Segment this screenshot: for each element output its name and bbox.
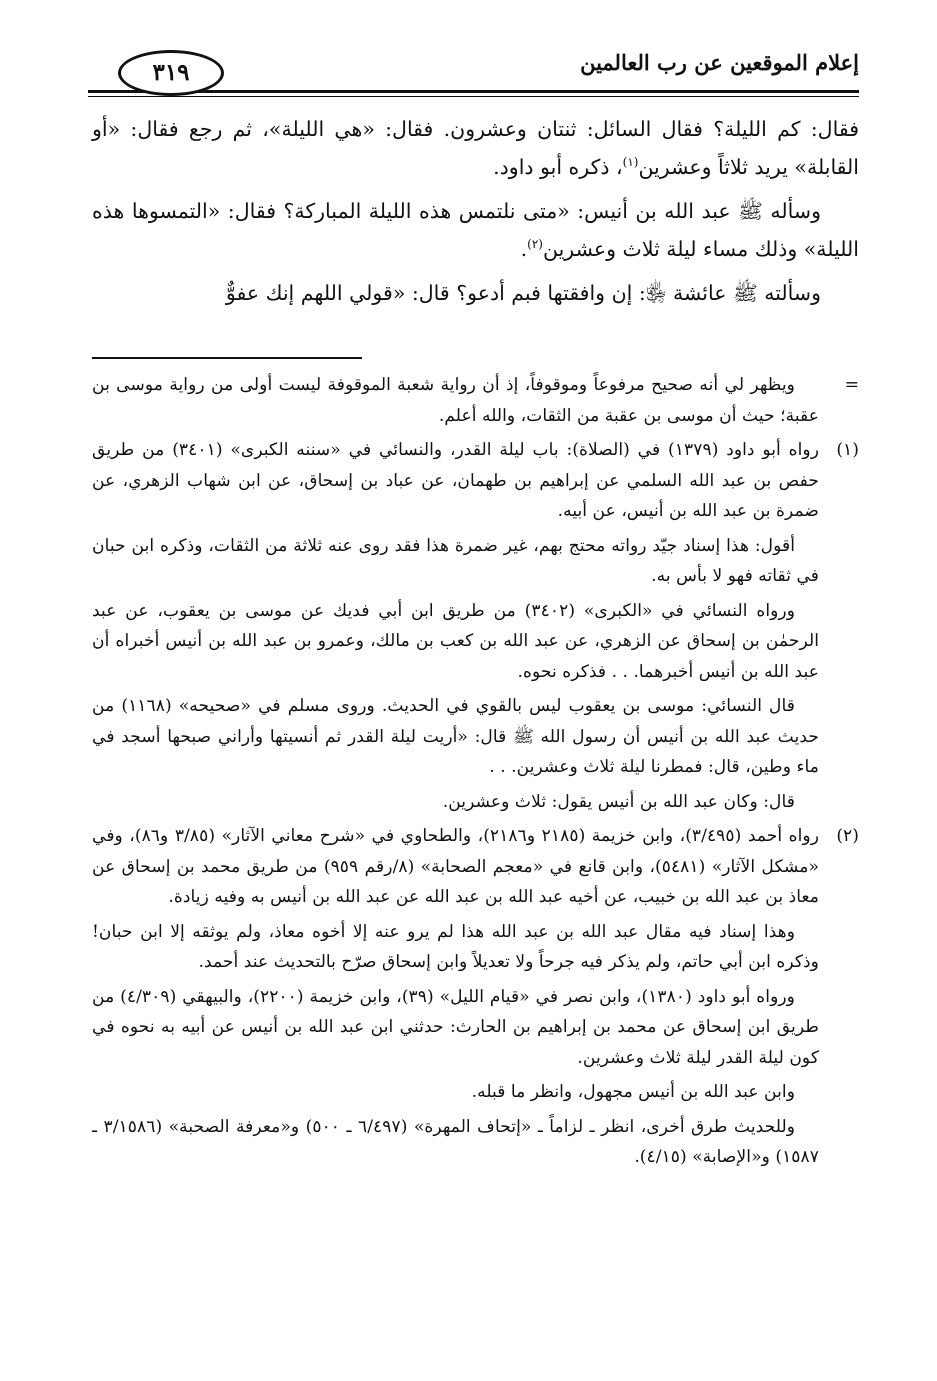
page-number: ٣١٩ [118,50,224,96]
footnote-paragraph: وللحديث طرق أخرى، انظر ـ لزاماً ـ «إتحاف المهرة» (٦/٤٩٧ ـ ٥٠٠) و«معرفة الصحبة» (٣/١٥٨٦ ـ ١٥٨٧) و«الإصابة» (٤/١٥). [92,1116,819,1167]
footnote-ref-2[interactable]: (٢) [527,237,543,252]
footnote-paragraph: وابن عبد الله بن أنيس مجهول، وانظر ما قبله. [471,1082,795,1102]
book-title: إعلام الموقعين عن رب العالمين [580,50,859,75]
footnote-paragraph: قال النسائي: موسى بن يعقوب ليس بالقوي في الحديث. وروى مسلم في «صحيحه» (١١٦٨) من حديث عبد الله بن أنيس أن رسول الله ﷺ قال: «أريت ليلة القدر ثم أنسيتها وأراني صبحها أسجد في ماء وطين، قال: فمطرنا ليلة ثلاث وعشرين. . . [92,696,819,777]
footnote-paragraph: وهذا إسناد فيه مقال عبد الله بن عبد الله هذا لم يرو عنه إلا أخوه معاذ، ولم يوثقه إلا ابن حبان! وذكره ابن أبي حاتم، ولم يذكر فيه جرحاً ولا تعديلاً وابن إسحاق صرّح بالتحديث عند أحمد. [92,921,819,972]
main-paragraph-3: وسألته ﷺ عائشة ﵂: إن وافقتها فبم أدعو؟ قال: «قولي اللهم إنك عفوٌّ [225,281,821,305]
footnote-2-marker: (٢) [836,826,859,846]
continuation-marker: = [844,375,859,395]
footnote-continuation [92,370,859,431]
footnote-1 [92,435,859,817]
footnote-paragraph: ورواه النسائي في «الكبرى» (٣٤٠٢) من طريق ابن أبي فديك عن موسى بن يعقوب، عن عبد الرحمٰن بن إسحاق عن الزهري، عن عبد الله بن كعب بن مالك، وعمرو بن عبد الله بن أنيس أخبراه أن عبد الله بن أنيس أخبرهما. . . فذكره نحوه. [92,600,819,682]
running-header [88,40,859,96]
footnote-paragraph: ويظهر لي أنه صحيح مرفوعاً وموقوفاً، إذ أن رواية شعبة الموقوفة ليست أولى من رواية موسى بن عقبة؛ حيث أن موسى بن عقبة من الثقات، والله أعلم. [92,375,819,426]
footnote-paragraph: رواه أبو داود (١٣٧٩) في (الصلاة): باب ليلة القدر، والنسائي في «سننه الكبرى» (٣٤٠١) من طريق حفص بن عبد الله السلمي عن إبراهيم بن طهمان، عن عباد بن إسحاق، عن ابن شهاب الزهري، عن ضمرة بن عبد الله بن أنيس، عن أبيه. [92,440,820,521]
footnote-paragraph: أقول: هذا إسناد جيّد رواته محتج بهم، غير ضمرة هذا فقد روى عنه ثلاثة من الثقات، وذكره ابن حبان في ثقاته فهو لا بأس به. [92,535,819,586]
main-paragraph-2: وسأله ﷺ عبد الله بن أنيس: «متى نلتمس هذه الليلة المباركة؟ فقال: «التمسوها هذه الليلة» وذلك مساء ليلة ثلاث وعشرين$^{(٢)}$. [92,199,859,261]
footnote-1-marker: (١) [836,440,859,460]
main-text [92,110,859,318]
footnote-paragraph: ورواه أبو داود (١٣٨٠)، وابن نصر في «قيام الليل» (٣٩)، وابن خزيمة (٢٢٠٠)، والبيهقي (٤/٣٠٩) من طريق ابن إسحاق عن محمد بن إبراهيم بن الحارث: حدثني ابن عبد الله بن أنيس عن أبيه به نحوه في كون ليلة القدر ليلة ثلاث وعشرين. [92,986,819,1068]
footnote-paragraph: رواه أحمد (٣/٤٩٥)، وابن خزيمة (٢١٨٥ و٢١٨٦)، والطحاوي في «شرح معاني الآثار» (٣/٨٥ و٨٦)، وفي «مشكل الآثار» (٥٤٨١)، وابن قانع في «معجم الصحابة» (٨/رقم ٩٥٩) من طريق محمد بن إسحاق عن معاذ بن عبد الله بن خبيب، عن أخيه عبد الله بن عبد الله عن عبد الله بن أنيس به وفيه زيادة. [92,826,820,907]
footnotes [92,370,859,1177]
header-rule-thin [88,96,859,97]
footnote-2 [92,821,859,1173]
main-paragraph-1: فقال: كم الليلة؟ فقال السائل: ثنتان وعشرون. فقال: «هي الليلة»، ثم رجع فقال: «أو القابلة» يريد ثلاثاً وعشرين$^{(١)}$، ذكره أبو داود. [92,117,859,179]
footnote-separator [92,357,362,359]
footnote-paragraph: قال: وكان عبد الله بن أنيس يقول: ثلاث وعشرين. [442,791,795,812]
footnote-ref-1[interactable]: (١) [622,155,639,170]
